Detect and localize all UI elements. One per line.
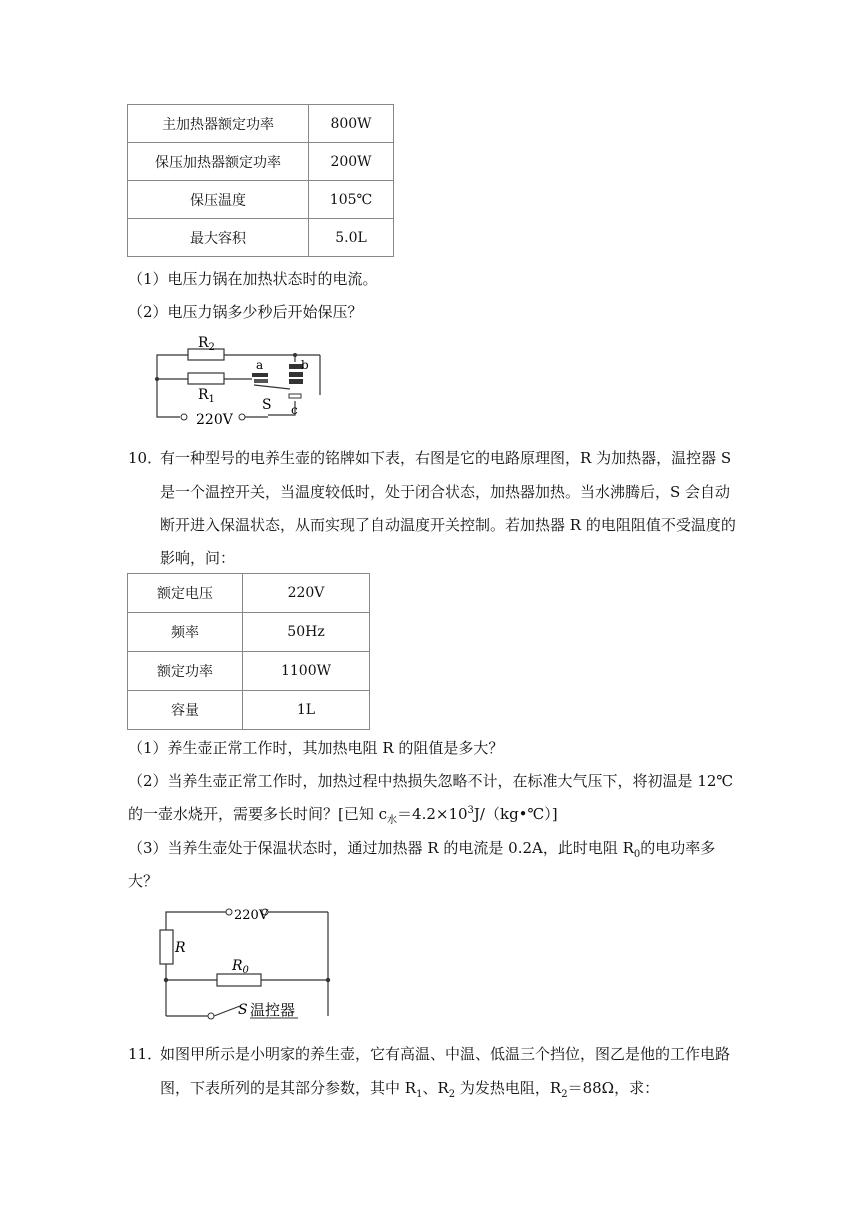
table-cell-label: 容量 (128, 691, 243, 730)
table-cell-label: 频率 (128, 613, 243, 652)
q11-number: 11． (128, 1045, 163, 1063)
table-cell-label: 主加热器额定功率 (128, 105, 309, 143)
label-r0: $R_0$ (232, 958, 249, 976)
table-cell-label: 额定电压 (128, 574, 243, 613)
q10-line3: 断开进入保温状态，从而实现了自动温度开关控制。若加热器 R 的电阻阻值不受温度的 (160, 516, 736, 534)
label-r1: $R_1$ (198, 387, 215, 405)
label-r2: $R_2$ (198, 335, 215, 353)
q11-line1: 如图甲所示是小明家的养生壶，它有高温、中温、低温三个挡位，图乙是他的工作电路 (160, 1045, 731, 1063)
table-cell-value: 800W (309, 105, 394, 143)
table-cell-label: 保压温度 (128, 181, 309, 219)
q9-sub1: （1）电压力锅在加热状态时的电流。 (128, 270, 378, 288)
circuit-diagram-pressure-cooker (150, 335, 330, 427)
spec-table-pressure-cooker (127, 104, 394, 257)
label-switch-s: S (262, 397, 272, 413)
table-cell-label: 额定功率 (128, 652, 243, 691)
table-cell-value: 200W (309, 143, 394, 181)
q10-sub2-line1: （2）当养生壶正常工作时，加热过程中热损失忽略不计，在标准大气压下，将初温是 12℃ (128, 772, 734, 790)
label-voltage: 220V (234, 908, 269, 923)
q9-sub2: （2）电压力锅多少秒后开始保压？ (128, 303, 363, 321)
q10-line2: 是一个温控开关，当温度较低时，处于闭合状态，加热器加热。当水沸腾后，S 会自动 (160, 483, 731, 501)
q10-sub3-line2: 大？ (128, 872, 159, 890)
circuit-diagram-kettle (150, 902, 340, 1024)
q10-sub2-line2: 的一壶水烧开，需要多长时间？[已知 $c_水=4.2\times 10^3J/(kg•℃)$] (128, 805, 558, 826)
table-cell-value: 220V (243, 574, 370, 613)
q10-sub1: （1）养生壶正常工作时，其加热电阻 R 的阻值是多大？ (128, 739, 504, 757)
table-cell-value: 1L (243, 691, 370, 730)
label-r: R (175, 940, 186, 956)
label-switch-s: S (238, 1002, 248, 1018)
label-c: c (291, 403, 298, 417)
table-cell-value: 50Hz (243, 613, 370, 652)
table-cell-label: 保压加热器额定功率 (128, 143, 309, 181)
q10-line4: 影响，问： (160, 549, 236, 567)
label-voltage: 220V (196, 412, 233, 427)
table-cell-value: 5.0L (309, 219, 394, 257)
table-cell-label: 最大容积 (128, 219, 309, 257)
label-thermostat: 温控器 (250, 1001, 296, 1019)
q10-line1: 有一种型号的电养生壶的铭牌如下表，右图是它的电路原理图，R 为加热器，温控器 S (160, 449, 732, 467)
table-cell-value: 105℃ (309, 181, 394, 219)
table-cell-value: 1100W (243, 652, 370, 691)
spec-table-kettle (127, 573, 370, 730)
q10-sub3-line1: （3）当养生壶处于保温状态时，通过加热器 R 的电流是 0.2A，此时电阻 $R_0$的电功率多 (128, 839, 716, 860)
q10-number: 10． (128, 449, 163, 467)
label-b: b (301, 358, 309, 372)
q11-line2: 图，下表所列的是其部分参数，其中 $R_1$、$R_2$ 为发热电阻，$R_2=88\Omega$，求： (160, 1079, 660, 1100)
label-a: a (256, 358, 264, 372)
